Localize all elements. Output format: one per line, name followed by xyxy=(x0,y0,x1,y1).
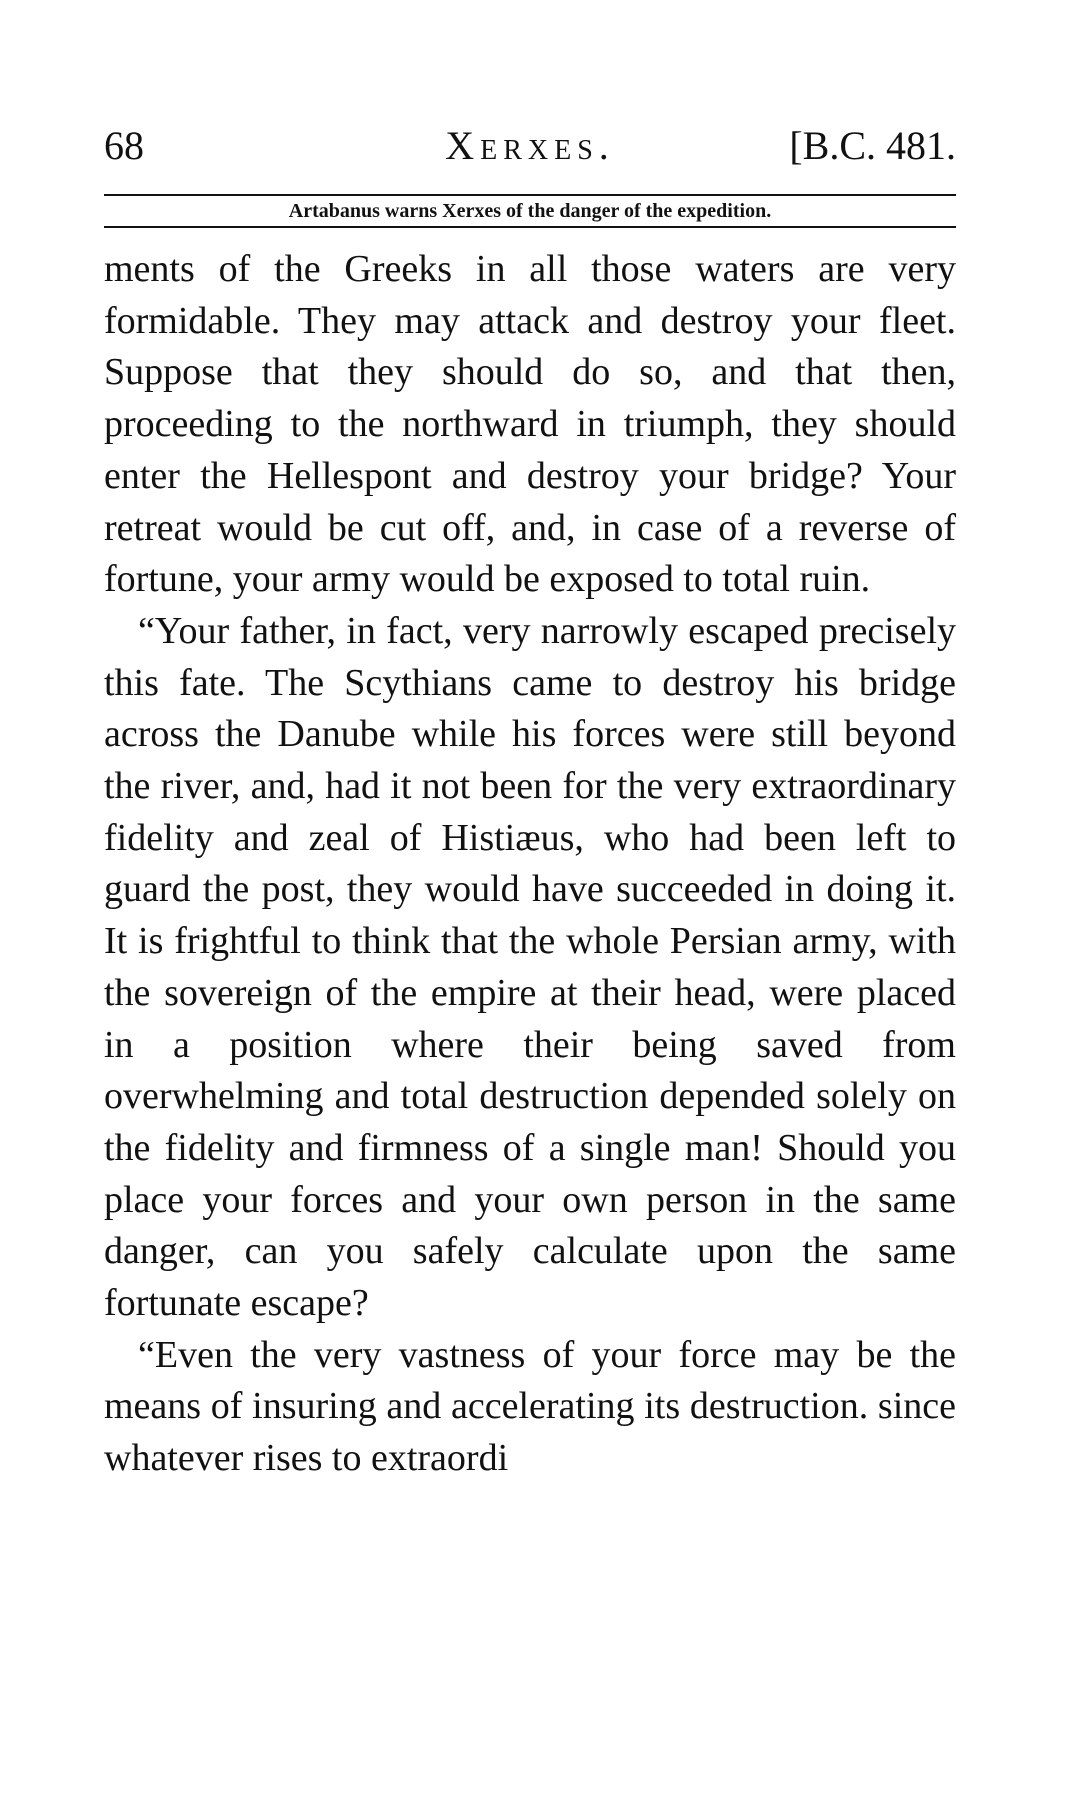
paragraph-2: “Your father, in fact, very narrowly escaped precisely this fate. The Scythians came to destroy his bridge across the Danube while his forces were still beyond the river, and, had it not been for the very extraordinary fidelity and zeal of Histiæus, who had been left to guard the post, they would have succeeded in doing it. It is frightful to think that the whole Persian army, with the sovereign of the empire at their head, were placed in a position where their being saved from overwhelming and total destruction depended solely on the fidelity and firmness of a single man! Should you place your forces and your own person in the same danger, can you safely calculate upon the same fortunate escape? xyxy=(104,609,956,1325)
header-rule-bottom xyxy=(104,226,956,228)
running-title: Xerxes. xyxy=(445,123,615,168)
page-subheading: Artabanus warns Xerxes of the danger of the expedition. xyxy=(288,200,772,222)
body-text xyxy=(104,244,956,1485)
date-reference: [B.C. 481. xyxy=(789,123,956,168)
page-number: 68 xyxy=(104,123,144,168)
paragraph-3: “Even the very vastness of your force may be the means of insuring and accelerating its destruction. since whatever rises to extraordi xyxy=(104,1333,956,1480)
paragraph-1: ments of the Greeks in all those waters are very formidable. They may attack and destroy your fleet. Suppose that they should do so, and that then, proceeding to the northward in triumph, they should enter the Hellespont and destroy your bridge? Your retreat would be cut off, and, in case of a reverse of fortune, your army would be exposed to total ruin. xyxy=(104,248,956,601)
running-head xyxy=(104,120,956,172)
book-page xyxy=(104,120,956,1485)
